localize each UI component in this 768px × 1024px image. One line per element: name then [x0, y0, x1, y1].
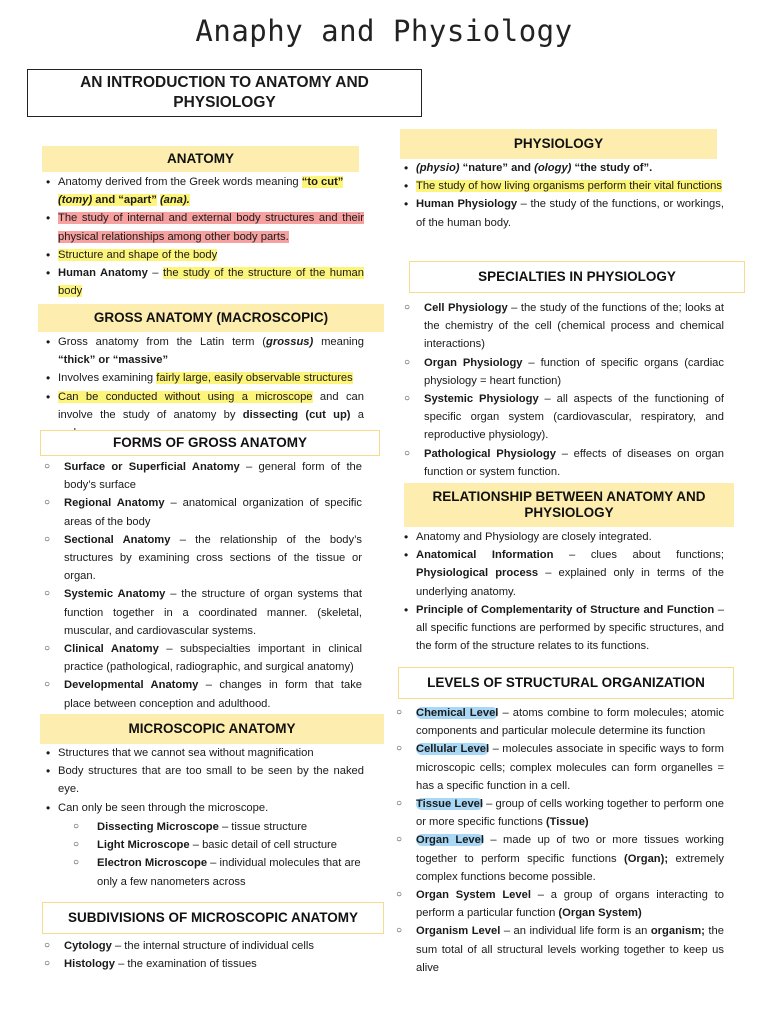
forms-list [40, 458, 362, 713]
list-item: • Anatomical Information – clues about functions; Physiological process – explained only in terms of the underlying anatomy. [402, 546, 724, 601]
list-item: ○ Sectional Anatomy – the relationship of the body’s structures by examining cross sections of the tissue or organ. [40, 531, 362, 586]
list-item: ○ Cytology – the internal structure of individual cells [40, 937, 370, 955]
list-item: ○ Organism Level – an individual life form is an organism; the sum total of all structural levels working together to keep us alive [392, 922, 724, 977]
physiology-list [402, 159, 724, 232]
specialties-heading: SPECIALTIES IN PHYSIOLOGY [409, 261, 745, 293]
list-item: • Can be conducted without using a microscope and can involve the study of anatomy by dissecting (cut up) a [44, 388, 364, 443]
list-item: ○ Dissecting Microscope – tissue structure [40, 818, 365, 836]
list-item: • Involves examining fairly large, easily observable structures [44, 369, 364, 387]
subdivisions-list [40, 937, 370, 973]
list-item: • The study of how living organisms perform their vital functions [402, 177, 724, 195]
list-item: ○ Systemic Anatomy – the structure of organ systems that function together in a coordinated manner. (skeletal, muscular, and cardiovascular systems. [40, 585, 362, 640]
list-item: ○ Light Microscope – basic detail of cell structure [40, 836, 365, 854]
list-item: • The study of internal and external body structures and their physical relationships among other body parts. [44, 209, 364, 245]
list-item: ○ Histology – the examination of tissues [40, 955, 370, 973]
relationship-heading: RELATIONSHIP BETWEEN ANATOMY AND PHYSIOLOGY [404, 483, 734, 527]
levels-list [392, 704, 724, 977]
physiology-heading: PHYSIOLOGY [400, 129, 717, 159]
microscope-types-list [40, 818, 365, 891]
intro-title: AN INTRODUCTION TO ANATOMY AND PHYSIOLOGY [80, 74, 369, 111]
list-item: • Body structures that are too small to be seen by the naked eye. [44, 762, 364, 798]
list-item: ○ Developmental Anatomy – changes in form that take place between conception and adulthood. [40, 676, 362, 712]
list-item: ○ Organ System Level – a group of organs interacting to perform a particular function (Organ System) [392, 886, 724, 922]
list-item: • Structure and shape of the body [44, 246, 364, 264]
list-item: ○ Regional Anatomy – anatomical organization of specific areas of the body [40, 494, 362, 530]
anatomy-list [44, 173, 364, 300]
list-item: ○ Organ Physiology – function of specific organs (cardiac physiology = heart function) [400, 354, 724, 390]
list-item: ○ Cell Physiology – the study of the functions of the; looks at the chemistry of the cell (chemical process and chemical interactions) [400, 299, 724, 354]
list-item: ○ Pathological Physiology – effects of diseases on organ function or system function. [400, 445, 724, 481]
anatomy-heading: ANATOMY [42, 146, 359, 172]
list-item: ○ Surface or Superficial Anatomy – general form of the body’s surface [40, 458, 362, 494]
list-item: ○ Chemical Level – atoms combine to form molecules; atomic components and particular molecule determine its function [392, 704, 724, 740]
list-item: ○ Systemic Physiology – all aspects of the functioning of specific organ system (cardiovascular, respiratory, and reproductive physiology). [400, 390, 724, 445]
list-item: • Structures that we cannot sea without magnification [44, 744, 364, 762]
microscopic-list [44, 744, 364, 817]
list-item: ○ Cellular Level – molecules associate in specific ways to form microscopic cells; complex molecules can form organelles = has a specific function in a cell. [392, 740, 724, 795]
microscopic-heading: MICROSCOPIC ANATOMY [40, 714, 384, 744]
list-item: ○ Electron Microscope – individual molecules that are only a few nanometers across [40, 854, 365, 890]
list-item: ○ Tissue Level – group of cells working together to perform one or more specific functions (Tissue) [392, 795, 724, 831]
subdivisions-heading: SUBDIVISIONS OF MICROSCOPIC ANATOMY [42, 902, 384, 934]
gross-anatomy-heading: GROSS ANATOMY (MACROSCOPIC) [38, 304, 384, 332]
page-title: Anaphy and Physiology [195, 14, 573, 48]
list-item: • Principle of Complementarity of Structure and Function – all specific functions are performed by specific structures, and the form of the structure relates to its functions. [402, 601, 724, 656]
list-item: ○ Organ Level – made up of two or more tissues working together to perform specific functions (Organ); extremely complex functions become possible. [392, 831, 724, 886]
list-item: • Anatomy derived from the Greek words meaning “to cut” (tomy) and “apart” (ana). [44, 173, 364, 209]
list-item: • (physio) “nature” and (ology) “the study of”. [402, 159, 724, 177]
levels-heading: LEVELS OF STRUCTURAL ORGANIZATION [398, 667, 734, 699]
list-item: • Human Anatomy – the study of the structure of the human body [44, 264, 364, 300]
list-item: ○ Clinical Anatomy – subspecialties important in clinical practice (pathological, radiographic, and surgical anatomy) [40, 640, 362, 676]
list-item: • Human Physiology – the study of the functions, or workings, of the human body. [402, 195, 724, 231]
relationship-list [402, 528, 724, 655]
specialties-list [400, 299, 724, 481]
list-item: • Can only be seen through the microscope. [44, 799, 364, 817]
forms-heading: FORMS OF GROSS ANATOMY [40, 430, 380, 456]
list-item: • Anatomy and Physiology are closely integrated. [402, 528, 724, 546]
gross-anatomy-list [44, 333, 364, 442]
list-item: • Gross anatomy from the Latin term (grossus) meaning “thick” or “massive” [44, 333, 364, 369]
intro-title-box [27, 69, 422, 117]
